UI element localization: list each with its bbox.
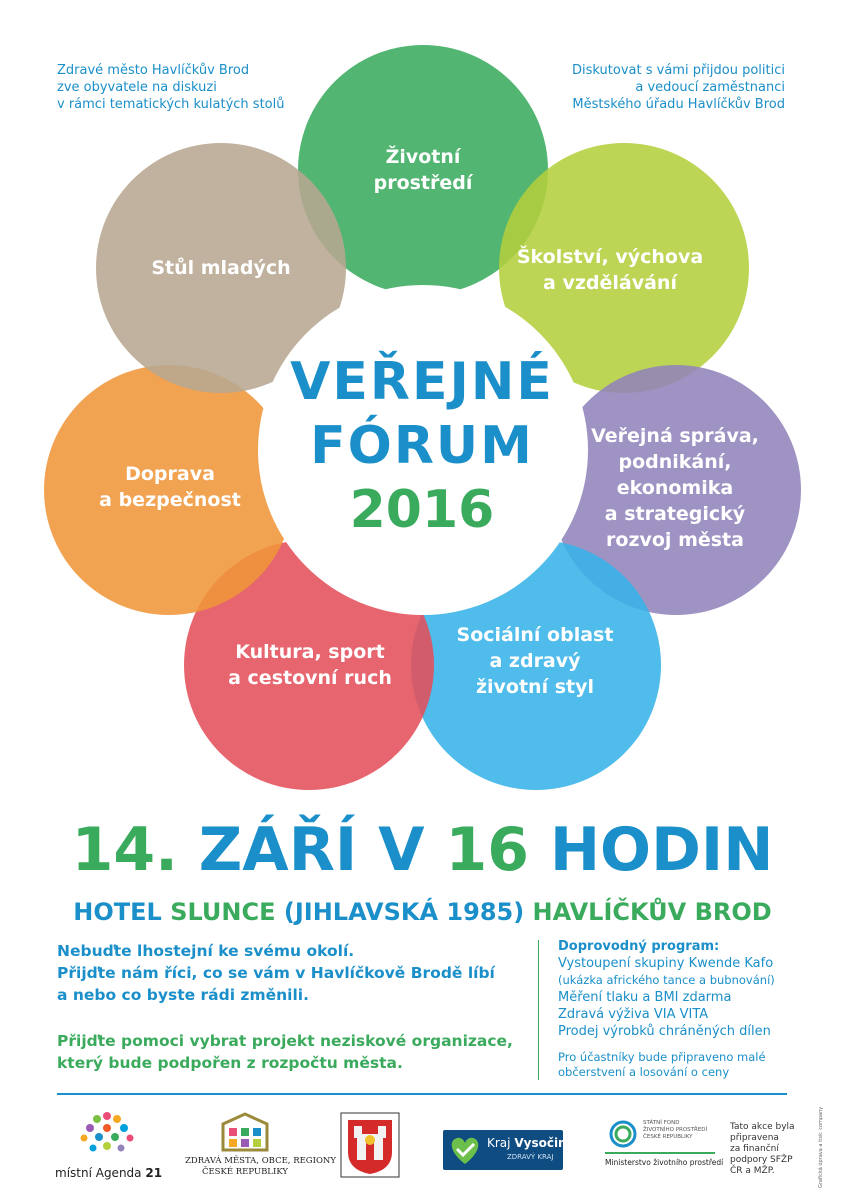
ministry-text: Ministerstvo životního prostředí bbox=[605, 1158, 724, 1167]
venue-town: HAVLÍČKŮV BROD bbox=[532, 898, 772, 926]
program-item: Zdravá výživa VIA VITA bbox=[558, 1007, 709, 1022]
petal-label-line: a zdravý bbox=[489, 650, 581, 672]
funding-line: připravena bbox=[730, 1133, 779, 1143]
agenda21-logo bbox=[55, 1110, 165, 1180]
footer-divider bbox=[57, 1093, 787, 1095]
petal-label-line: Školství, výchova bbox=[516, 246, 704, 268]
petal-label-line: a cestovní ruch bbox=[228, 667, 392, 689]
title-line-forum: FÓRUM bbox=[310, 416, 534, 476]
agenda21-number: 21 bbox=[145, 1166, 163, 1180]
invite-text bbox=[57, 940, 495, 1006]
intro-line: zve obyvatele na diskuzi bbox=[57, 80, 217, 95]
program-item: Vystoupení skupiny Kwende Kafo bbox=[558, 956, 774, 971]
event-date bbox=[0, 805, 845, 895]
petal-label-line: a strategický bbox=[604, 503, 746, 525]
vysocina-text: Vysočina bbox=[514, 1136, 575, 1150]
venue-name: SLUNCE bbox=[170, 898, 276, 926]
petal-label-line: Sociální oblast bbox=[456, 624, 614, 646]
petal-label-line: a bezpečnost bbox=[99, 489, 241, 511]
label-skolstvi bbox=[495, 244, 725, 296]
accompanying-program bbox=[558, 938, 775, 1080]
program-item: (ukázka afrického tance a bubnování) bbox=[558, 973, 775, 987]
label-kultura-sport bbox=[195, 639, 425, 691]
sfzp-line2: ŽIVOTNÍHO PROSTŘEDÍ bbox=[643, 1127, 708, 1133]
invite-line: Nebuďte lhostejní ke svému okolí. bbox=[57, 942, 355, 960]
funding-note bbox=[730, 1122, 795, 1177]
date-hodin: HODIN bbox=[549, 815, 774, 885]
funding-line: podpory SFŽP bbox=[730, 1155, 793, 1165]
program-item: Prodej výrobků chráněných dílen bbox=[558, 1024, 771, 1039]
zdravy-kraj-text: ZDRAVÝ KRAJ bbox=[507, 1153, 554, 1161]
program-heading: Doprovodný program: bbox=[558, 939, 720, 954]
venue-address: (JIHLAVSKÁ 1985) bbox=[283, 898, 525, 926]
note-line: Diskutovat s vámi přijdou politici bbox=[572, 63, 785, 78]
agenda21-text: místní Agenda bbox=[55, 1166, 142, 1180]
petal-label-line: Životní bbox=[385, 146, 461, 168]
print-credit bbox=[815, 1100, 825, 1190]
program-note bbox=[558, 1050, 775, 1080]
agenda21-dots-icon bbox=[77, 1110, 137, 1156]
print-credit-text: Grafická úprava a tisk: company bbox=[818, 1106, 824, 1188]
city-coat-of-arms bbox=[340, 1112, 400, 1178]
kraj-text: Kraj bbox=[487, 1136, 511, 1150]
sfzp-swirl-icon bbox=[609, 1120, 637, 1148]
label-zivotni-prostredi bbox=[308, 144, 538, 196]
date-hour: 16 bbox=[445, 815, 529, 885]
funding-line: ČR a MŽP. bbox=[730, 1166, 775, 1176]
petal-label-line: Doprava bbox=[125, 463, 215, 485]
title-line-verejne: VEŘEJNÉ bbox=[290, 352, 554, 412]
date-month: ZÁŘÍ bbox=[198, 815, 358, 885]
petal-label-line: Veřejná správa, bbox=[591, 425, 759, 447]
date-at: V bbox=[378, 815, 425, 885]
project-text bbox=[57, 1030, 513, 1074]
note-line: Městského úřadu Havlíčkův Brod bbox=[572, 97, 785, 112]
label-verejna-sprava bbox=[560, 423, 790, 553]
label-doprava bbox=[55, 461, 285, 513]
program-item: Měření tlaku a BMI zdarma bbox=[558, 990, 732, 1005]
kraj-vysocina-logo bbox=[443, 1130, 575, 1170]
project-line: Přijďte pomoci vybrat projekt neziskové organizace, bbox=[57, 1032, 513, 1050]
label-socialni-oblast bbox=[420, 622, 650, 700]
zdrava-mesta-logo bbox=[185, 1112, 336, 1182]
coat-of-arms-icon bbox=[340, 1112, 400, 1178]
column-divider bbox=[538, 940, 539, 1080]
funding-line: za finanční bbox=[730, 1144, 779, 1154]
venue-hotel: HOTEL bbox=[73, 898, 162, 926]
zdrava-mesta-line2: ČESKÉ REPUBLIKY bbox=[201, 1167, 289, 1177]
intro-line: v rámci tematických kulatých stolů bbox=[57, 97, 285, 112]
date-day: 14. bbox=[71, 815, 178, 885]
petal-label-line: podnikání, bbox=[618, 451, 732, 473]
petal-label-line: rozvoj města bbox=[606, 529, 744, 551]
funding-line: Tato akce byla bbox=[730, 1122, 795, 1132]
petal-label-line: ekonomika bbox=[616, 477, 734, 499]
petal-label-line: životní styl bbox=[475, 676, 595, 698]
note-line: Pro účastníky bude připraveno malé bbox=[558, 1050, 766, 1064]
sfzp-logo bbox=[605, 1118, 724, 1178]
invite-line: Přijďte nám říci, co se vám v Havlíčkově Brodě líbí bbox=[57, 964, 495, 982]
event-venue bbox=[0, 895, 845, 929]
zdrava-mesta-house-icon bbox=[219, 1112, 271, 1152]
sfzp-divider bbox=[605, 1152, 715, 1154]
intro-line: Zdravé město Havlíčkův Brod bbox=[57, 63, 250, 78]
petal-label-line: prostředí bbox=[373, 172, 473, 194]
petal-label-line: Kultura, sport bbox=[235, 641, 385, 663]
project-line: který bude podpořen z rozpočtu města. bbox=[57, 1054, 403, 1072]
note-line: a vedoucí zaměstnanci bbox=[635, 80, 785, 95]
sfzp-line3: ČESKÉ REPUBLIKY bbox=[643, 1134, 693, 1140]
invite-line: a nebo co byste rádi změnili. bbox=[57, 986, 309, 1004]
zdrava-mesta-line1: ZDRAVÁ MĚSTA, OBCE, REGIONY bbox=[185, 1156, 336, 1166]
forum-title bbox=[262, 350, 582, 542]
label-stul-mladych bbox=[106, 255, 336, 281]
petal-label-line: Stůl mladých bbox=[151, 257, 291, 279]
sfzp-line1: STÁTNÍ FOND bbox=[643, 1120, 680, 1126]
title-year: 2016 bbox=[349, 480, 495, 540]
petal-label-line: a vzdělávání bbox=[543, 272, 677, 294]
note-line: občerstvení a losování o ceny bbox=[558, 1065, 730, 1079]
heart-check-icon bbox=[447, 1134, 483, 1166]
